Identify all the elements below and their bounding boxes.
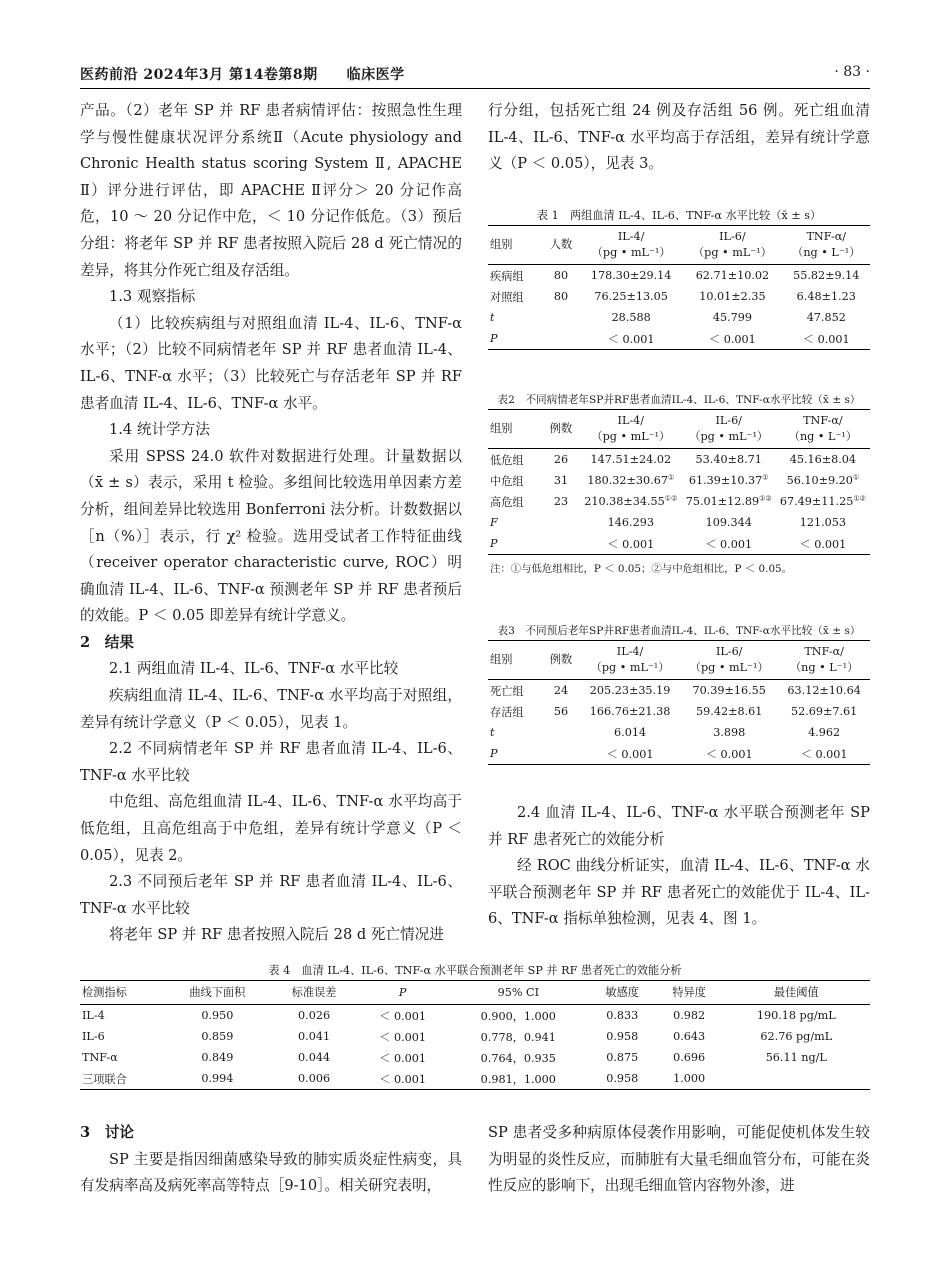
paragraph: 疾病组血清 IL-4、IL-6、TNF-α 水平均高于对照组，差异有统计学意义（P ＜ 0.05），见表 1。 [80, 687, 462, 731]
table-title: 表 4 血清 IL-4、IL-6、TNF-α 水平联合预测老年 SP 并 RF 患者死亡的效能分析 [268, 964, 682, 977]
table-header: IL-4/ （pg • mL⁻¹） [591, 414, 671, 443]
table-row: F 146.293 109.344 121.053 [490, 516, 847, 529]
table-header: 例数 [549, 422, 573, 435]
table-header: TNF-α/ （ng • L⁻¹） [788, 414, 858, 443]
header-rule [80, 88, 870, 89]
table-4 [80, 962, 870, 1090]
table-row: 对照组 80 76.25±13.05 10.01±2.35 6.48±1.23 [490, 290, 856, 304]
table-header: 人数 [549, 238, 573, 251]
table-3-grid [488, 640, 870, 765]
subheading-1-4: 1.4 统计学方法 [109, 421, 210, 439]
table-header: IL-6/ （pg • mL⁻¹） [689, 414, 769, 443]
right-column-section-2-4 [488, 800, 870, 933]
table-note: 注：①与低危组相比，P ＜ 0.05；②与中危组相比，P ＜ 0.05。 [490, 563, 793, 575]
table-row: IL-6 0.859 0.041 ＜ 0.001 0.778，0.941 0.958 0.643 62.76 pg/mL [82, 1030, 833, 1044]
table-1 [488, 207, 870, 350]
section-3-right [488, 1120, 870, 1200]
table-row: P ＜ 0.001 ＜ 0.001 ＜ 0.001 [488, 533, 870, 555]
table-header: 例数 [549, 653, 573, 666]
table-header: 检测指标 [82, 985, 127, 999]
paragraph: SP 主要是指因细菌感染导致的肺实质炎症性病变，具有发病率高及病死率高等特点［9-10］。相关研究表明， [80, 1150, 462, 1195]
table-header: TNF-α/ （ng • L⁻¹） [789, 645, 859, 674]
table-header: 95% CI [497, 985, 539, 999]
table-row: IL-4 0.950 0.026 ＜ 0.001 0.900，1.000 0.833 0.982 190.18 pg/mL [80, 1005, 870, 1027]
subheading-2-3: 2.3 不同预后老年 SP 并 RF 患者血清 IL-4、IL-6、TNF-α 水平比较 [80, 873, 462, 917]
table-header: 标准误差 [291, 985, 337, 999]
paragraph: 中危组、高危组血清 IL-4、IL-6、TNF-α 水平均高于低危组，且高危组高于中危组，差异有统计学意义（P ＜ 0.05），见表 2。 [80, 793, 462, 864]
table-row: 三项联合 0.994 0.006 ＜ 0.001 0.981，1.000 0.958 1.000 [80, 1068, 870, 1090]
paragraph: 行分组，包括死亡组 24 例及存活组 56 例。死亡组血清 IL-4、IL-6、TNF-α 水平均高于存活组，差异有统计学意义（P ＜ 0.05），见表 3。 [488, 102, 870, 173]
table-row: 中危组 31 180.32±30.67① 61.39±10.37① 56.10±9.20① [490, 473, 860, 488]
table-row: TNF-α 0.849 0.044 ＜ 0.001 0.764，0.935 0.875 0.696 56.11 ng/L [82, 1051, 827, 1065]
right-column-intro [488, 98, 870, 178]
table-header: 组别 [490, 422, 513, 435]
page-number: · 83 · [834, 64, 870, 80]
table-row: P ＜ 0.001 ＜ 0.001 ＜ 0.001 [488, 328, 870, 350]
table-row: t 6.014 3.898 4.962 [490, 726, 841, 739]
paragraph: 经 ROC 曲线分析证实，血清 IL-4、IL-6、TNF-α 水平联合预测老年 SP 并 RF 患者死亡的效能优于 IL-4、IL-6、TNF-α 指标单独检测，见表 4、图 1。 [488, 857, 870, 928]
table-row: 死亡组 24 205.23±35.19 70.39±16.55 63.12±10.64 [488, 680, 870, 702]
left-column [80, 98, 462, 949]
heading-results: 2 结果 [80, 633, 134, 651]
subheading-1-3: 1.3 观察指标 [109, 288, 196, 306]
section-3-left [80, 1120, 462, 1200]
table-header: 敏感度 [605, 985, 640, 999]
table-header: IL-6/ （pg • mL⁻¹） [692, 230, 772, 259]
table-header: 组别 [490, 653, 513, 666]
table-2-grid [488, 409, 870, 555]
table-header: 特异度 [672, 985, 706, 999]
paragraph: （1）比较疾病组与对照组血清 IL-4、IL-6、TNF-α 水平；（2）比较不同病情老年 SP 并 RF 患者血清 IL-4、IL-6、TNF-α 水平；（3）比较死亡与存活老年 SP 并 RF 患者血清 IL-4、IL-6、TNF-α 水平。 [80, 314, 462, 412]
subheading-2-4: 2.4 血清 IL-4、IL-6、TNF-α 水平联合预测老年 SP 并 RF 患者死亡的效能分析 [488, 804, 870, 848]
table-1-grid [488, 225, 870, 350]
table-title: 表 1 两组血清 IL-4、IL-6、TNF-α 水平比较（x̄ ± s） [536, 209, 822, 222]
table-row: 高危组 23 210.38±34.55①② 75.01±12.89①② 67.49±11.25①② [490, 494, 866, 509]
table-row: 存活组 56 166.76±21.38 59.42±8.61 52.69±7.61 [490, 705, 858, 719]
table-row: 低危组 26 147.51±24.02 53.40±8.71 45.16±8.04 [488, 449, 870, 471]
table-row: 疾病组 80 178.30±29.14 62.71±10.02 55.82±9.14 [488, 265, 870, 287]
table-4-grid [80, 980, 870, 1090]
journal-info: 医药前沿 2024年3月 第14卷第8期 临床医学 [80, 67, 405, 83]
paragraph: 将老年 SP 并 RF 患者按照入院后 28 d 死亡情况进 [109, 926, 444, 944]
table-header: IL-6/ （pg • mL⁻¹） [689, 645, 769, 674]
table-header: IL-4/ （pg • mL⁻¹） [591, 230, 671, 259]
table-2 [488, 391, 870, 577]
heading-discussion: 3 讨论 [80, 1124, 134, 1141]
table-header: IL-4/ （pg • mL⁻¹） [590, 645, 670, 674]
table-header: 最佳阈值 [773, 985, 819, 999]
subheading-2-1: 2.1 两组血清 IL-4、IL-6、TNF-α 水平比较 [109, 660, 399, 678]
table-header: TNF-α/ （ng • L⁻¹） [792, 230, 861, 259]
subheading-2-2: 2.2 不同病情老年 SP 并 RF 患者血清 IL-4、IL-6、TNF-α 水平比较 [80, 740, 462, 784]
table-title: 表3 不同预后老年SP并RF患者血清IL-4、IL-6、TNF-α水平比较（x̄ ± s） [497, 625, 861, 637]
table-header: P [398, 985, 407, 999]
running-header [80, 64, 870, 86]
table-3 [488, 622, 870, 765]
table-header: 组别 [490, 238, 513, 251]
paragraph: 产品。（2）老年 SP 并 RF 患者病情评估：按照急性生理学与慢性健康状况评分系统Ⅱ（Acute physiology and Chronic Health status scoring System Ⅱ, APACHE Ⅱ）评分进行评估，即 APACHE Ⅱ评分＞ 20 分记作高危，10 ～ 20 分记作中危，＜ 10 分记作低危。（3）预后分组：将老年 SP 并 RF 患者按照入院后 28 d 死亡情况的差异，将其分作死亡组及存活组。 [80, 102, 462, 279]
table-row: t 28.588 45.799 47.852 [490, 311, 846, 324]
table-title: 表2 不同病情老年SP并RF患者血清IL-4、IL-6、TNF-α水平比较（x̄ ± s） [497, 394, 861, 406]
table-header: 曲线下面积 [189, 985, 246, 999]
table-row: P ＜ 0.001 ＜ 0.001 ＜ 0.001 [488, 743, 870, 765]
paragraph: SP 患者受多种病原体侵袭作用影响，可能促使机体发生较为明显的炎性反应，而肺脏有大量毛细血管分布，可能在炎性反应的影响下，出现毛细血管内容物外渗，进 [488, 1124, 870, 1195]
paragraph: 采用 SPSS 24.0 软件对数据进行处理。计量数据以（x̄ ± s）表示，采用 t 检验。多组间比较选用单因素方差分析，组间差异比较选用 Bonferroni 法分析。计数数据以［n（%）］表示，行 χ² 检验。选用受试者工作特征曲线（receiver operator characteristic curve, ROC）明确血清 IL-4、IL-6、TNF-α 预测老年 SP 并 RF 患者预后的效能。P ＜ 0.05 即差异有统计学意义。 [80, 447, 462, 625]
